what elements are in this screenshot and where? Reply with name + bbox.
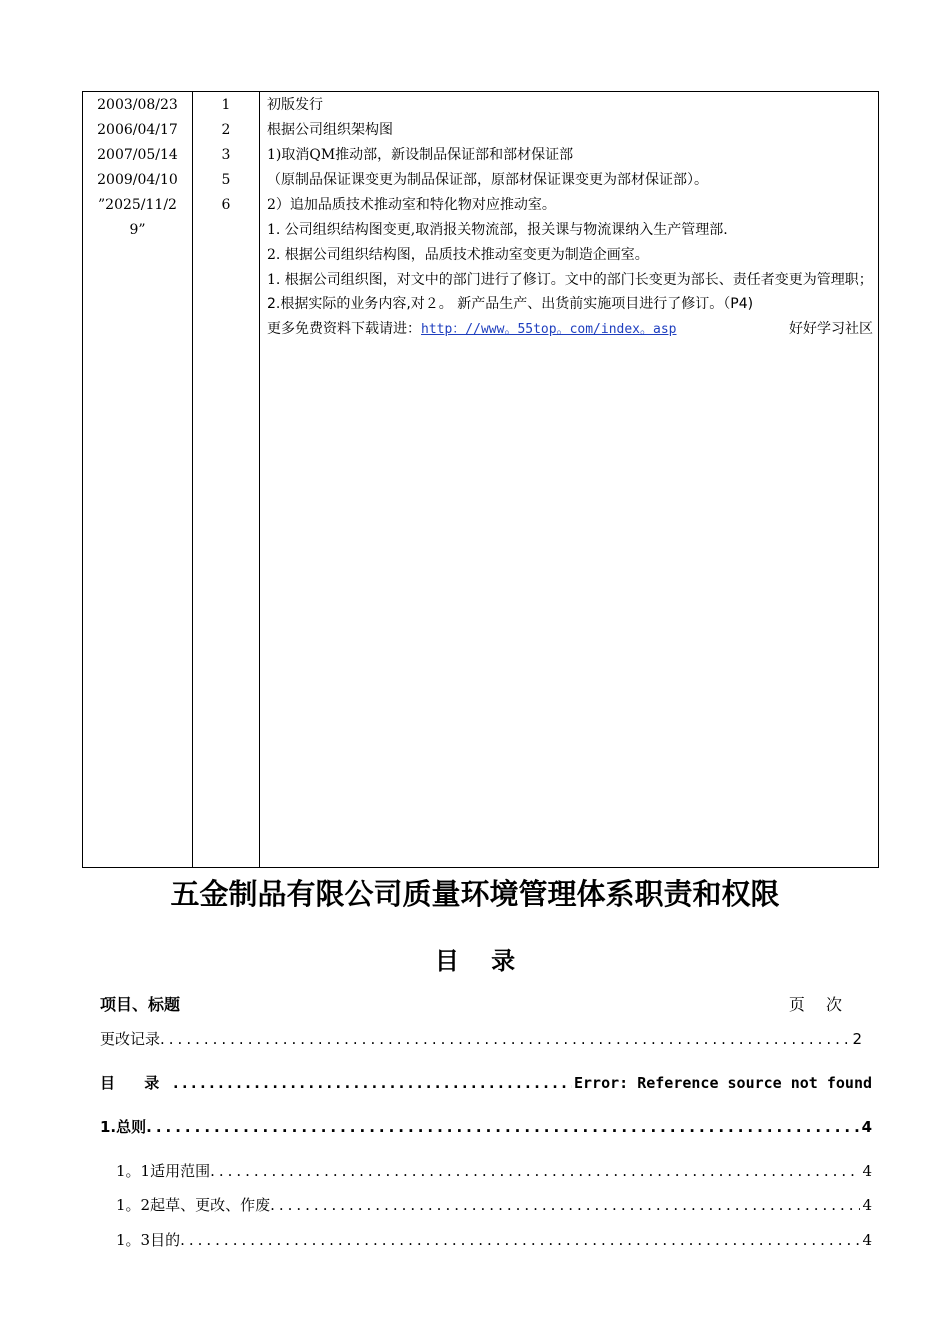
revision-description [267, 292, 873, 317]
toc-entry-page: 2 [852, 1030, 862, 1048]
revision-description-text: 2.根据实际的业务内容,对２。 新产品生产、出货前实施项目进行了修订。（P4) [267, 296, 754, 312]
revision-date: ”2025/11/2 [98, 197, 177, 213]
revision-description: （原制品保证课变更为制品保证部，原部材保证课变更为部材保证部）。 [267, 172, 708, 188]
toc-header [100, 992, 850, 1018]
revision-number: 6 [221, 197, 231, 213]
toc-entry-page: 4 [862, 1196, 872, 1214]
toc-leader-dots [160, 1026, 850, 1052]
download-prefix: 更多免费资料下载请进： [267, 321, 421, 337]
column-divider [259, 92, 260, 867]
toc-entry-page: 4 [861, 1118, 872, 1136]
toc-entry-label: 1。2起草、更改、作废 [116, 1196, 271, 1214]
version-column [193, 92, 259, 218]
toc-entry-page: 4 [862, 1231, 872, 1249]
toc-entry-purpose[interactable] [116, 1227, 872, 1253]
revision-table [82, 91, 879, 868]
revision-date: 2006/04/17 [97, 122, 178, 138]
toc-entry-page: Error: Reference source not found [573, 1074, 872, 1092]
download-line [267, 317, 873, 342]
revision-description: 1)取消QM推动部，新设制品保证部和部材保证部 [267, 147, 574, 163]
revision-description: 1. 根据公司组织图，对文中的部门进行了修订。文中的部门长变更为部长、责任者变更为管理职； [267, 272, 873, 288]
revision-number: 5 [221, 172, 231, 188]
revision-number: 1 [221, 97, 231, 113]
revision-description: 2）追加品质技术推动室和特化物对应推动室。 [267, 197, 556, 213]
revision-number: 2 [221, 122, 231, 138]
toc-entry-change-log[interactable] [100, 1026, 862, 1052]
description-column [267, 92, 873, 342]
date-column [83, 92, 192, 243]
toc-entry-label: 1。1适用范围 [116, 1162, 211, 1180]
toc-leader-dots [270, 1192, 860, 1218]
revision-description: 根据公司组织架构图 [267, 122, 393, 138]
toc-entry-label: 1。3目的 [116, 1231, 181, 1249]
toc-entry-label: 更改记录 [100, 1030, 161, 1048]
toc-entry-label: 目 录 [100, 1074, 172, 1092]
toc-leader-dots [180, 1227, 860, 1253]
toc-leader-dots [146, 1114, 859, 1140]
revision-date: 9” [129, 222, 146, 238]
toc-entry-contents[interactable] [100, 1070, 872, 1096]
revision-date: 2009/04/10 [97, 172, 178, 188]
toc-entry-label: 1.总则 [100, 1118, 147, 1136]
toc-leader-dots [210, 1158, 860, 1184]
toc-entry-draft[interactable] [116, 1192, 872, 1218]
document-title: 五金制品有限公司质量环境管理体系职责和权限 [170, 877, 780, 911]
toc-header-page: 页 次 [788, 995, 850, 1014]
toc-entry-page: 4 [862, 1162, 872, 1180]
toc-entry-general[interactable] [100, 1114, 872, 1140]
toc-entry-scope[interactable] [116, 1158, 872, 1184]
revision-date: 2003/08/23 [97, 97, 178, 113]
revision-description: 2. 根据公司组织结构图，品质技术推动室变更为制造企画室。 [267, 247, 649, 263]
revision-number: 3 [221, 147, 231, 163]
revision-description: 初版发行 [267, 97, 323, 113]
toc-header-title: 项目、标题 [100, 995, 181, 1014]
revision-date: 2007/05/14 [97, 147, 178, 163]
revision-description: 1. 公司组织结构图变更,取消报关物流部，报关课与物流课纳入生产管理部. [267, 222, 728, 238]
download-link[interactable]: http：//www。55top。com/index。asp [421, 322, 677, 337]
toc-leader-dots [171, 1070, 572, 1096]
toc-title: 目 录 [434, 947, 528, 975]
download-prompt [267, 317, 677, 342]
community-name: 好好学习社区 [789, 321, 873, 337]
